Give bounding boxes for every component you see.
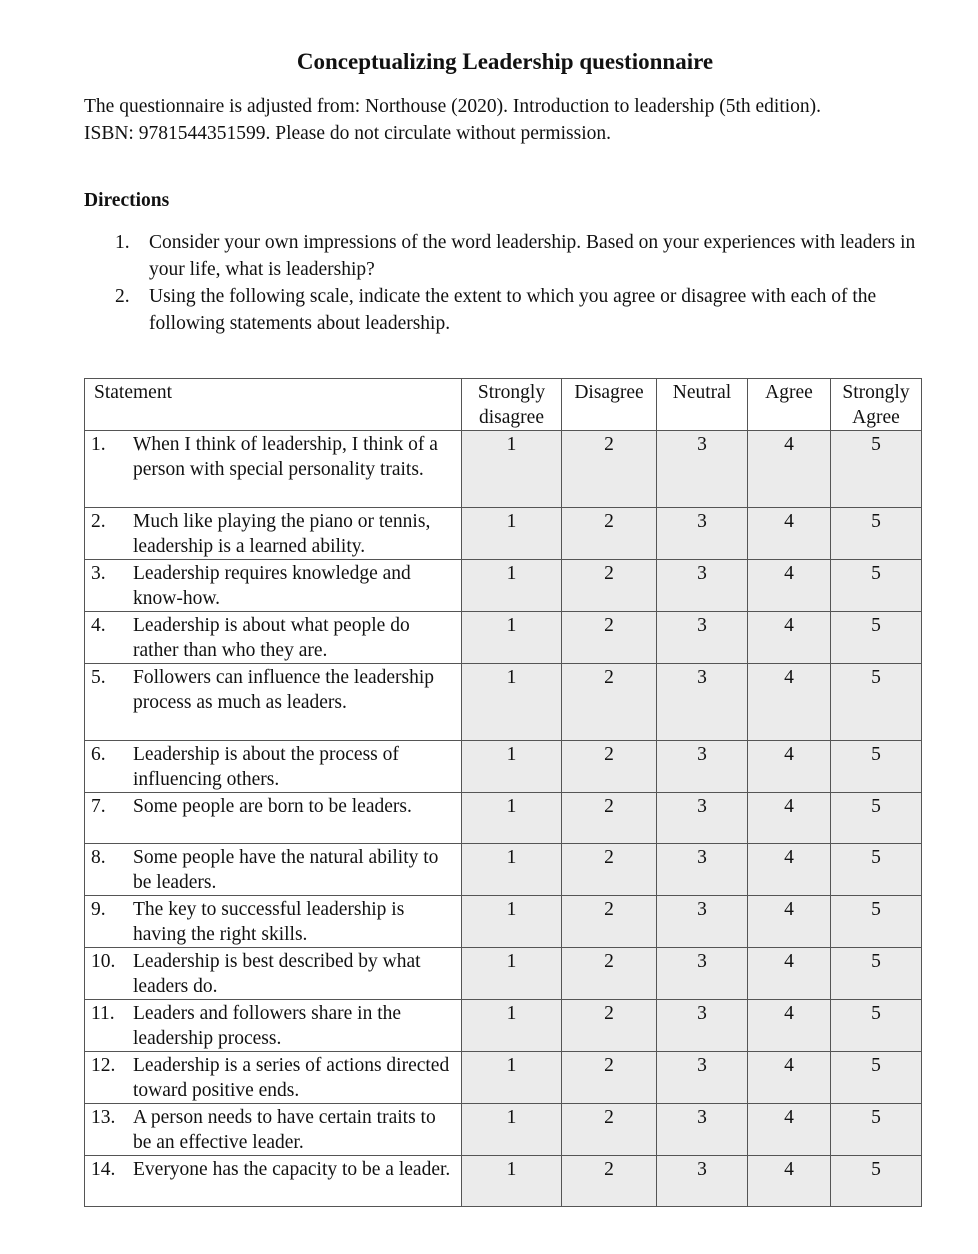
score-cell-agree[interactable]: 4	[748, 431, 831, 508]
directions-heading: Directions	[84, 190, 170, 211]
statement-text: Leadership is about the process of influencing others.	[133, 744, 399, 790]
score-cell-agree[interactable]: 4	[748, 1156, 831, 1207]
table-header-row	[85, 379, 922, 431]
intro-line: ISBN: 9781544351599. Please do not circulate without permission.	[84, 123, 611, 144]
statement-cell	[85, 844, 462, 896]
score-cell-strongly-agree[interactable]: 5	[831, 560, 922, 612]
statement-number: 4.	[91, 615, 106, 636]
score-cell-disagree[interactable]: 2	[562, 664, 657, 741]
score-cell-neutral[interactable]: 3	[657, 1156, 748, 1207]
table-row	[85, 612, 922, 664]
score-cell-strongly-agree[interactable]: 5	[831, 431, 922, 508]
statement-number: 5.	[91, 667, 106, 688]
table-row	[85, 793, 922, 844]
direction-number: 2.	[115, 286, 130, 307]
statement-number: 11.	[91, 1003, 115, 1024]
score-cell-agree[interactable]: 4	[748, 896, 831, 948]
score-cell-agree[interactable]: 4	[748, 741, 831, 793]
score-cell-strongly-agree[interactable]: 5	[831, 896, 922, 948]
table-row	[85, 741, 922, 793]
score-cell-disagree[interactable]: 2	[562, 1104, 657, 1156]
score-cell-strongly-agree[interactable]: 5	[831, 948, 922, 1000]
table-row	[85, 1104, 922, 1156]
statement-text: Leadership requires knowledge and know-how.	[133, 563, 411, 609]
score-cell-disagree[interactable]: 2	[562, 741, 657, 793]
statement-text: Leadership is about what people do rather than who they are.	[133, 615, 410, 661]
statement-cell	[85, 664, 462, 741]
table-row	[85, 1052, 922, 1104]
statement-text: Some people are born to be leaders.	[133, 796, 412, 817]
direction-item	[110, 283, 940, 337]
direction-text: Using the following scale, indicate the extent to which you agree or disagree with each of the following statements about leadership.	[149, 286, 877, 334]
statement-number: 6.	[91, 744, 106, 765]
score-cell-disagree[interactable]: 2	[562, 431, 657, 508]
statement-number: 14.	[91, 1159, 116, 1180]
score-cell-agree[interactable]: 4	[748, 664, 831, 741]
score-cell-strongly-disagree[interactable]: 1	[462, 664, 562, 741]
statement-text: Some people have the natural ability to be leaders.	[133, 847, 439, 893]
score-cell-neutral[interactable]: 3	[657, 1104, 748, 1156]
column-header-disagree: Disagree	[562, 379, 657, 431]
statement-text: A person needs to have certain traits to be an effective leader.	[133, 1107, 436, 1153]
score-cell-strongly-disagree[interactable]: 1	[462, 612, 562, 664]
score-cell-disagree[interactable]: 2	[562, 1052, 657, 1104]
statement-text: The key to successful leadership is having the right skills.	[133, 899, 405, 945]
statement-cell	[85, 793, 462, 844]
score-cell-strongly-agree[interactable]: 5	[831, 844, 922, 896]
score-cell-disagree[interactable]: 2	[562, 844, 657, 896]
table-row	[85, 896, 922, 948]
score-cell-strongly-disagree[interactable]: 1	[462, 1052, 562, 1104]
statement-text: Much like playing the piano or tennis, leadership is a learned ability.	[133, 511, 431, 557]
statement-cell	[85, 1000, 462, 1052]
score-cell-strongly-agree[interactable]: 5	[831, 1000, 922, 1052]
score-cell-neutral[interactable]: 3	[657, 508, 748, 560]
score-cell-strongly-disagree[interactable]: 1	[462, 508, 562, 560]
column-header-neutral: Neutral	[657, 379, 748, 431]
statement-number: 1.	[91, 434, 106, 455]
directions-list	[110, 229, 940, 337]
score-cell-neutral[interactable]: 3	[657, 431, 748, 508]
score-cell-agree[interactable]: 4	[748, 1104, 831, 1156]
score-cell-strongly-agree[interactable]: 5	[831, 664, 922, 741]
score-cell-agree[interactable]: 4	[748, 508, 831, 560]
score-cell-strongly-agree[interactable]: 5	[831, 793, 922, 844]
score-cell-strongly-disagree[interactable]: 1	[462, 948, 562, 1000]
score-cell-strongly-agree[interactable]: 5	[831, 1104, 922, 1156]
score-cell-agree[interactable]: 4	[748, 612, 831, 664]
statement-cell	[85, 560, 462, 612]
score-cell-strongly-disagree[interactable]: 1	[462, 431, 562, 508]
score-cell-neutral[interactable]: 3	[657, 741, 748, 793]
intro-line: The questionnaire is adjusted from: Northouse (2020). Introduction to leadership (5th edition).	[84, 96, 822, 117]
score-cell-disagree[interactable]: 2	[562, 560, 657, 612]
score-cell-agree[interactable]: 4	[748, 844, 831, 896]
score-cell-disagree[interactable]: 2	[562, 896, 657, 948]
direction-number: 1.	[115, 232, 130, 253]
score-cell-agree[interactable]: 4	[748, 560, 831, 612]
score-cell-neutral[interactable]: 3	[657, 1052, 748, 1104]
statement-text: When I think of leadership, I think of a person with special personality traits.	[133, 434, 438, 480]
score-cell-strongly-disagree[interactable]: 1	[462, 844, 562, 896]
score-cell-strongly-agree[interactable]: 5	[831, 612, 922, 664]
score-cell-strongly-disagree[interactable]: 1	[462, 793, 562, 844]
column-header-statement: Statement	[85, 379, 462, 431]
statement-number: 9.	[91, 899, 106, 920]
score-cell-agree[interactable]: 4	[748, 793, 831, 844]
score-cell-strongly-disagree[interactable]: 1	[462, 1104, 562, 1156]
statement-text: Leadership is best described by what leaders do.	[133, 951, 421, 997]
table-row	[85, 844, 922, 896]
score-cell-strongly-disagree[interactable]: 1	[462, 896, 562, 948]
score-cell-disagree[interactable]: 2	[562, 612, 657, 664]
table-row	[85, 1000, 922, 1052]
table-row	[85, 1156, 922, 1207]
column-header-agree: Agree	[748, 379, 831, 431]
score-cell-neutral[interactable]: 3	[657, 1000, 748, 1052]
score-cell-disagree[interactable]: 2	[562, 1156, 657, 1207]
score-cell-neutral[interactable]: 3	[657, 896, 748, 948]
score-cell-disagree[interactable]: 2	[562, 948, 657, 1000]
statement-text: Followers can influence the leadership process as much as leaders.	[133, 667, 435, 713]
score-cell-disagree[interactable]: 2	[562, 793, 657, 844]
statement-number: 8.	[91, 847, 106, 868]
table-row	[85, 664, 922, 741]
table-row	[85, 431, 922, 508]
score-cell-agree[interactable]: 4	[748, 1000, 831, 1052]
statement-cell	[85, 612, 462, 664]
intro-paragraph	[84, 93, 944, 147]
statement-cell	[85, 1052, 462, 1104]
score-cell-disagree[interactable]: 2	[562, 508, 657, 560]
statement-number: 12.	[91, 1055, 116, 1076]
statement-number: 13.	[91, 1107, 116, 1128]
statement-cell	[85, 1156, 462, 1207]
direction-item	[110, 229, 940, 283]
table-row	[85, 948, 922, 1000]
direction-text: Consider your own impressions of the word leadership. Based on your experiences with leaders in your life, what is leadership?	[149, 232, 916, 280]
statement-text: Leadership is a series of actions directed toward positive ends.	[133, 1055, 450, 1101]
score-cell-strongly-disagree[interactable]: 1	[462, 1156, 562, 1207]
statement-cell	[85, 508, 462, 560]
questionnaire-table	[84, 378, 922, 1207]
statement-cell	[85, 948, 462, 1000]
score-cell-neutral[interactable]: 3	[657, 948, 748, 1000]
score-cell-disagree[interactable]: 2	[562, 1000, 657, 1052]
statement-cell	[85, 1104, 462, 1156]
score-cell-agree[interactable]: 4	[748, 1052, 831, 1104]
table-row	[85, 560, 922, 612]
score-cell-strongly-disagree[interactable]: 1	[462, 560, 562, 612]
statement-number: 10.	[91, 951, 116, 972]
column-header-strongly-disagree: Strongly disagree	[462, 379, 562, 431]
score-cell-strongly-disagree[interactable]: 1	[462, 1000, 562, 1052]
statement-text: Everyone has the capacity to be a leader.	[133, 1159, 451, 1180]
score-cell-neutral[interactable]: 3	[657, 664, 748, 741]
score-cell-strongly-agree[interactable]: 5	[831, 1052, 922, 1104]
statement-text: Leaders and followers share in the leadership process.	[133, 1003, 402, 1049]
statement-cell	[85, 741, 462, 793]
statement-number: 3.	[91, 563, 106, 584]
column-header-strongly-agree: Strongly Agree	[831, 379, 922, 431]
page-title: Conceptualizing Leadership questionnaire	[296, 49, 714, 74]
score-cell-strongly-agree[interactable]: 5	[831, 1156, 922, 1207]
score-cell-strongly-agree[interactable]: 5	[831, 741, 922, 793]
score-cell-neutral[interactable]: 3	[657, 560, 748, 612]
score-cell-neutral[interactable]: 3	[657, 612, 748, 664]
score-cell-agree[interactable]: 4	[748, 948, 831, 1000]
statement-cell	[85, 896, 462, 948]
statement-number: 7.	[91, 796, 106, 817]
statement-number: 2.	[91, 511, 106, 532]
table-row	[85, 508, 922, 560]
score-cell-strongly-agree[interactable]: 5	[831, 508, 922, 560]
score-cell-neutral[interactable]: 3	[657, 793, 748, 844]
score-cell-neutral[interactable]: 3	[657, 844, 748, 896]
statement-cell	[85, 431, 462, 508]
score-cell-strongly-disagree[interactable]: 1	[462, 741, 562, 793]
